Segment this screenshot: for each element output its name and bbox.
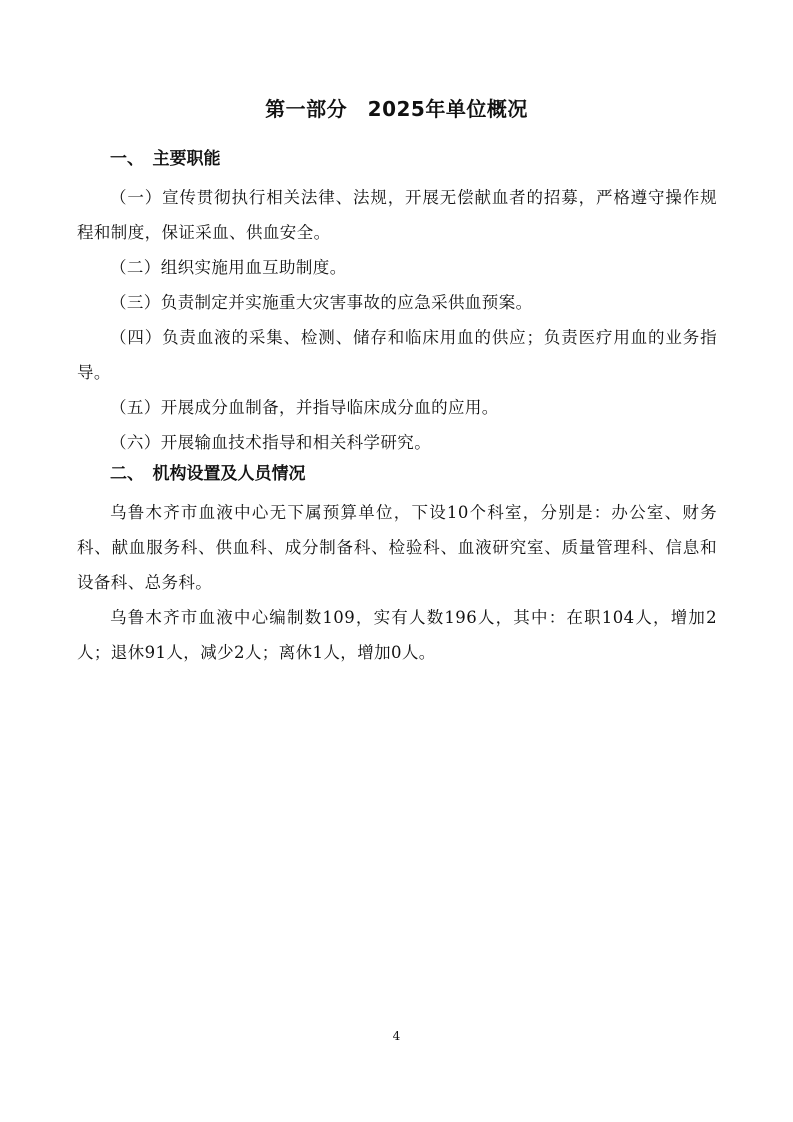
function-item-1: （一）宣传贯彻执行相关法律、法规，开展无偿献血者的招募，严格遵守操作规程和制度，保证采血、供血安全。 [77, 188, 717, 242]
section-heading-organization-staffing: 二、 机构设置及人员情况 [110, 464, 306, 484]
section-heading-main-functions: 一、 主要职能 [110, 149, 221, 169]
page-title: 第一部分 2025年单位概况 [265, 97, 528, 121]
function-item-2: （二）组织实施用血互助制度。 [110, 258, 347, 277]
function-item-3: （三）负责制定并实施重大灾害事故的应急采供血预案。 [110, 293, 533, 312]
function-item-5: （五）开展成分血制备，并指导临床成分血的应用。 [110, 398, 499, 417]
function-item-6: （六）开展输血技术指导和相关科学研究。 [110, 433, 432, 452]
document-body [77, 145, 717, 670]
staffing-paragraph: 乌鲁木齐市血液中心编制数109，实有人数196人，其中：在职104人，增加2人；退休91人，减少2人；离休1人，增加0人。 [77, 608, 717, 662]
organization-paragraph: 乌鲁木齐市血液中心无下属预算单位，下设10个科室，分别是：办公室、财务科、献血服务科、供血科、成分制备科、检验科、血液研究室、质量管理科、信息和设备科、总务科。 [77, 503, 717, 592]
function-item-4: （四）负责血液的采集、检测、储存和临床用血的供应；负责医疗用血的业务指导。 [77, 328, 717, 382]
page-number: 4 [392, 1029, 401, 1043]
